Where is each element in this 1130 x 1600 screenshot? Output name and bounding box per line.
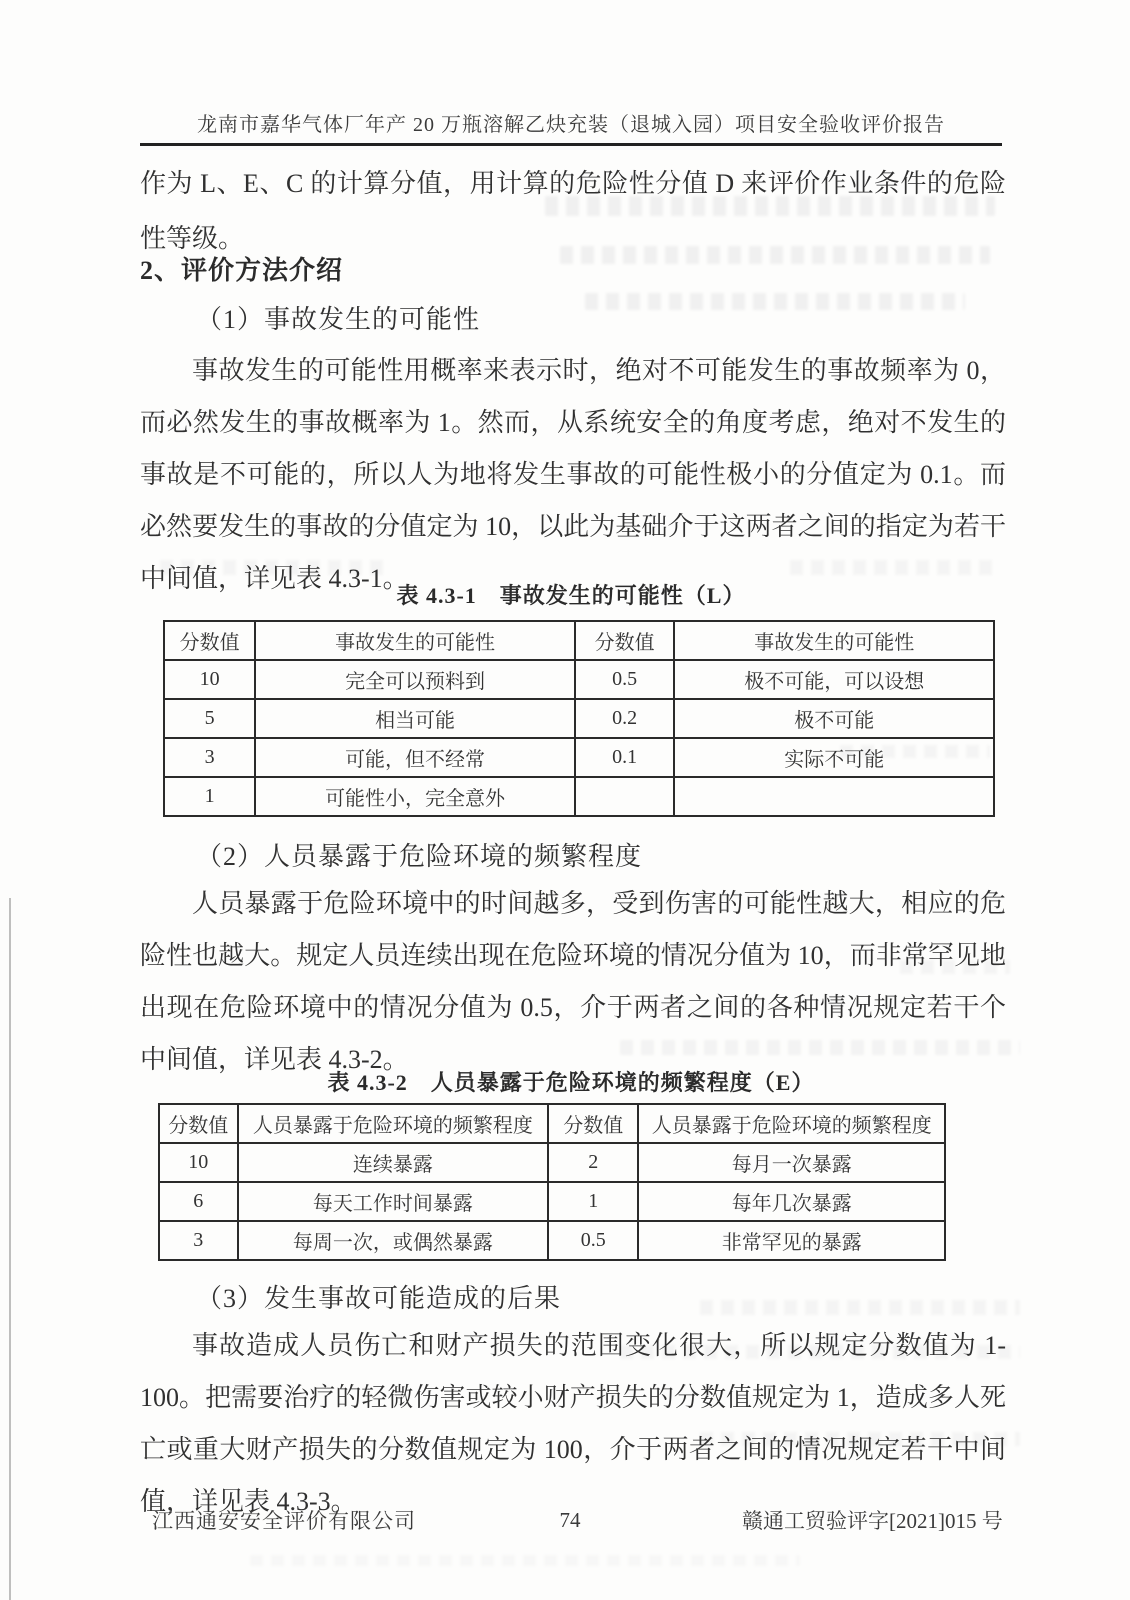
table-cell: 可能性小，完全意外 [255,777,575,816]
table-cell [575,777,675,816]
table-cell: 1 [548,1182,638,1221]
section-heading: 2、评价方法介绍 [140,256,344,285]
table-header-row [164,621,994,660]
page-header-title: 龙南市嘉华气体厂年产 20 万瓶溶解乙炔充装（退城入园）项目安全验收评价报告 [197,114,945,136]
table-cell: 10 [159,1143,238,1182]
footer-company-name: 江西通安安全评价有限公司 [152,1509,416,1533]
subsection-1-paragraph: 事故发生的可能性用概率来表示时，绝对不可能发生的事故频率为 0，而必然发生的事故概率为 1。然而，从系统安全的角度考虑，绝对不发生的事故是不可能的，所以人为地将发生事故的可能性极小的分值定为 0.1。而必然要发生的事故的分值定为 10，以此为基础介于这两者之间的指定为若干中间值，详见表 4.3-1。 [140,356,1006,593]
subsection-2-heading: （2）人员暴露于危险环境的频繁程度 [196,842,643,871]
column-header: 人员暴露于危险环境的频繁程度 [238,1104,548,1143]
table-cell: 连续暴露 [238,1143,548,1182]
table-row [164,660,994,699]
header-rule [140,143,1002,146]
column-header: 事故发生的可能性 [255,621,575,660]
table-cell: 每年几次暴露 [638,1182,945,1221]
column-header: 分数值 [575,621,675,660]
column-header: 事故发生的可能性 [674,621,994,660]
table-cell: 非常罕见的暴露 [638,1221,945,1260]
column-header: 分数值 [164,621,255,660]
table-4-3-1-title: 表 4.3-1 事故发生的可能性（L） [396,583,746,608]
subsection-3-paragraph: 事故造成人员伤亡和财产损失的范围变化很大，所以规定分数值为 1-100。把需要治疗的轻微伤害或较小财产损失的分数值规定为 1，造成多人死亡或重大财产损失的分数值规定为 100，介于两者之间的情况规定若干中间值，详见表 4.3-3。 [140,1331,1006,1516]
table-row [164,738,994,777]
table-cell: 3 [159,1221,238,1260]
table-cell: 每天工作时间暴露 [238,1182,548,1221]
table-row [164,777,994,816]
intro-paragraph: 作为 L、E、C 的计算分值，用计算的危险性分值 D 来评价作业条件的危险性等级。 [140,169,1006,253]
column-header: 分数值 [159,1104,238,1143]
table-cell: 0.5 [548,1221,638,1260]
bleed-through-artifact [700,1300,1020,1315]
table-cell: 可能，但不经常 [255,738,575,777]
table-cell: 6 [159,1182,238,1221]
bleed-through-artifact [585,293,965,310]
table-cell: 每月一次暴露 [638,1143,945,1182]
subsection-3-heading: （3）发生事故可能造成的后果 [196,1284,562,1313]
column-header: 分数值 [548,1104,638,1143]
footer-document-number: 赣通工贸验评字[2021]015 号 [742,1509,1003,1533]
subsection-1-heading: （1）事故发生的可能性 [196,305,481,334]
column-header: 人员暴露于危险环境的频繁程度 [638,1104,945,1143]
table-header-row [159,1104,945,1143]
table-cell: 实际不可能 [674,738,994,777]
table-cell: 0.1 [575,738,675,777]
bleed-through-artifact [250,1555,800,1566]
table-cell: 极不可能，可以设想 [674,660,994,699]
table-4-3-2 [158,1103,946,1261]
table-4-3-2-title: 表 4.3-2 人员暴露于危险环境的频繁程度（E） [327,1070,815,1095]
scan-edge-artifact [9,898,11,1600]
table-row [159,1182,945,1221]
table-cell [674,777,994,816]
table-row [159,1221,945,1260]
table-cell: 2 [548,1143,638,1182]
table-cell: 0.5 [575,660,675,699]
table-cell: 5 [164,699,255,738]
table-cell: 每周一次，或偶然暴露 [238,1221,548,1260]
table-4-3-1 [163,620,995,817]
table-cell: 10 [164,660,255,699]
table-cell: 1 [164,777,255,816]
subsection-2-paragraph: 人员暴露于危险环境中的时间越多，受到伤害的可能性越大，相应的危险性也越大。规定人员连续出现在危险环境的情况分值为 10，而非常罕见地出现在危险环境中的情况分值为 0.5，介于两者之间的各种情况规定若干个中间值，详见表 4.3-2。 [140,889,1006,1074]
table-row [159,1143,945,1182]
table-cell: 相当可能 [255,699,575,738]
table-cell: 0.2 [575,699,675,738]
table-cell: 极不可能 [674,699,994,738]
table-cell: 完全可以预料到 [255,660,575,699]
table-cell: 3 [164,738,255,777]
table-row [164,699,994,738]
footer-page-number: 74 [559,1508,581,1532]
